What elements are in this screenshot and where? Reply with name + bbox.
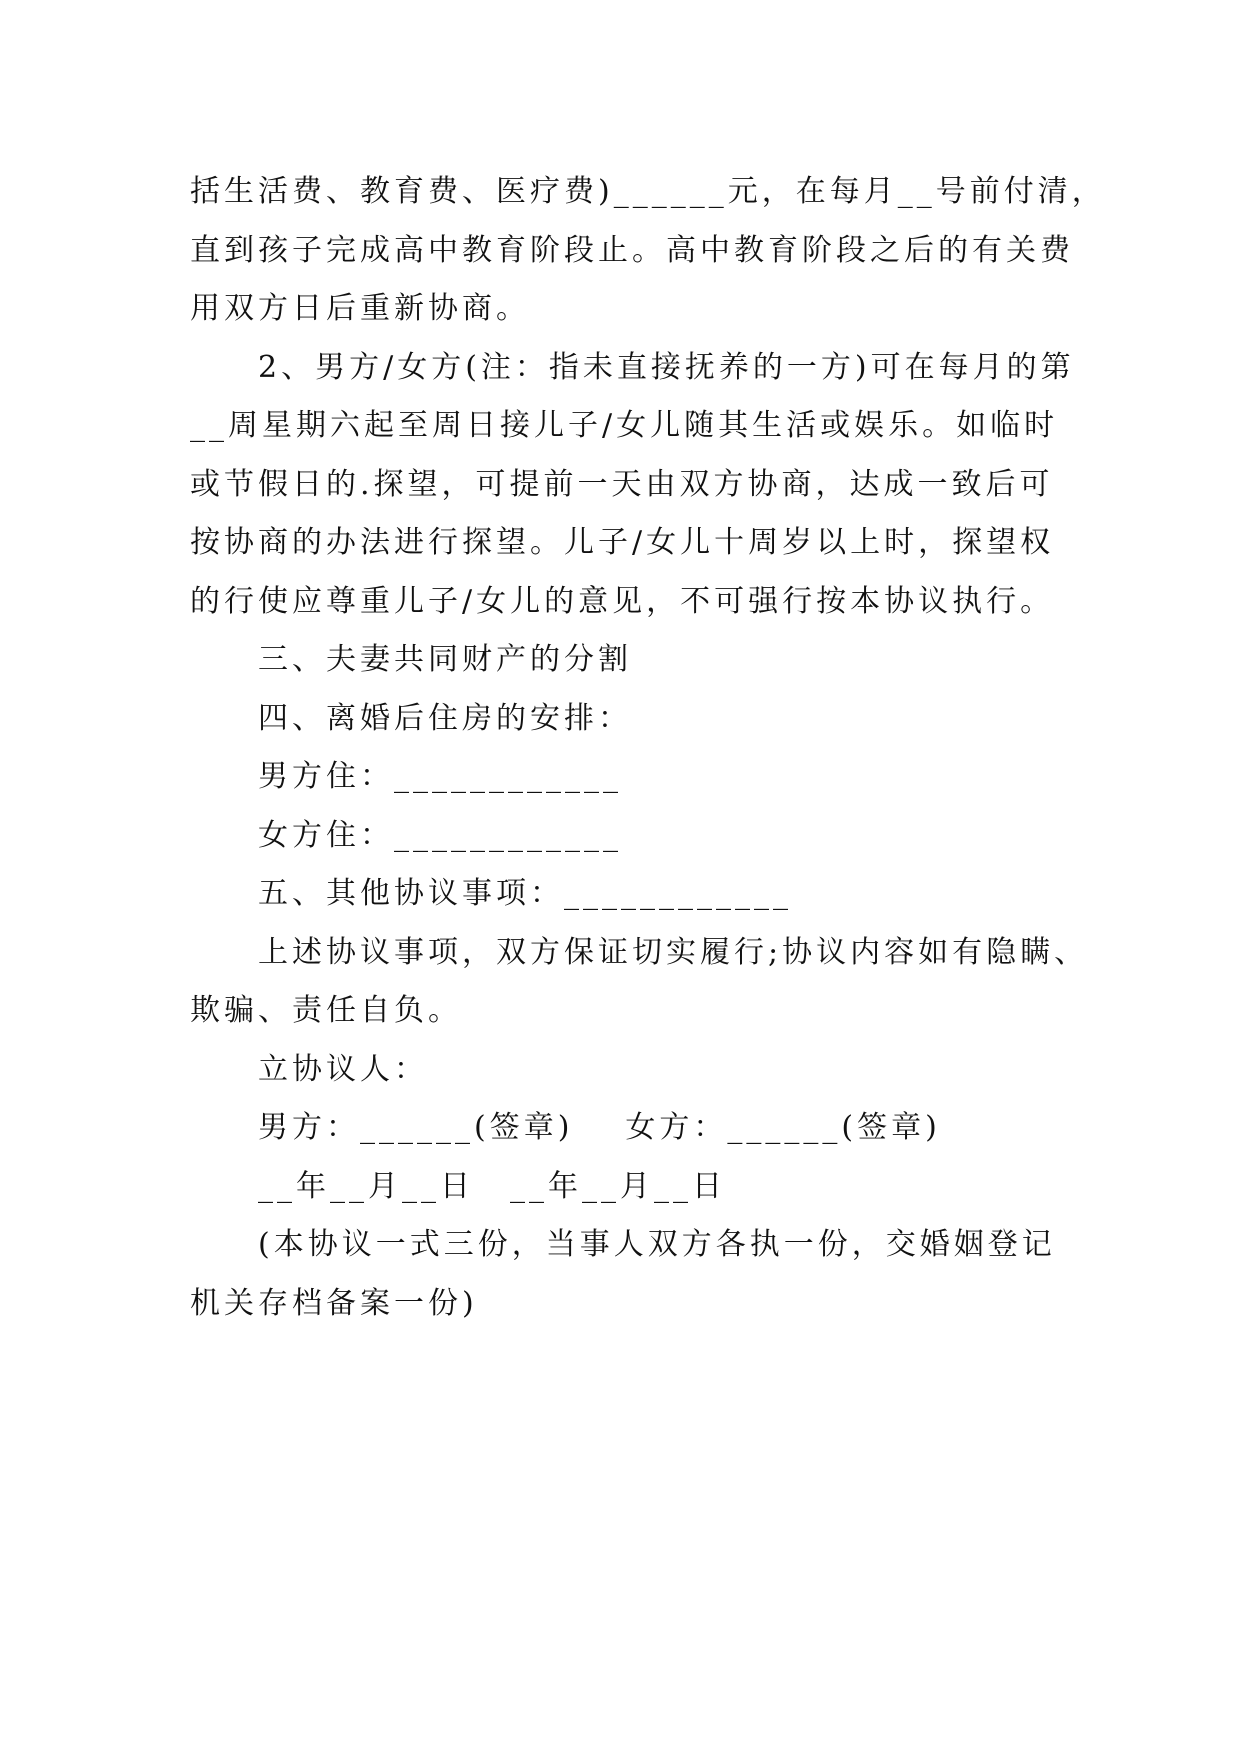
document-body	[190, 163, 1106, 1333]
note-line: (本协议一式三份，当事人双方各执一份，交婚姻登记	[258, 1227, 1056, 1262]
blank-field-line: 女方住：____________	[258, 817, 622, 853]
paragraph-line: 括生活费、教育费、医疗费)______元，在每月__号前付清，	[190, 174, 1106, 209]
paragraph-line: 或节假日的.探望，可提前一天由双方协商，达成一致后可	[190, 466, 1054, 502]
signature-row	[190, 1099, 1050, 1158]
section-heading: 四、离婚后住房的安排：	[258, 700, 632, 736]
signatory-label: 立协议人：	[258, 1051, 428, 1087]
paragraph-line: 欺骗、责任自负。	[190, 993, 462, 1028]
date-row	[190, 1158, 1050, 1217]
male-signature: 男方：______(签章)	[258, 1110, 574, 1145]
paragraph-line: __周星期六起至周日接儿子/女儿随其生活或娱乐。如临时	[190, 408, 1059, 443]
male-date: __年__月__日	[258, 1168, 474, 1204]
paragraph-line: 用双方日后重新协商。	[190, 291, 530, 326]
female-date: __年__月__日	[510, 1168, 726, 1204]
paragraph-line: 2、男方/女方(注：指未直接抚养的一方)可在每月的第	[258, 349, 1075, 385]
paragraph-line: 的行使应尊重儿子/女儿的意见，不可强行按本协议执行。	[190, 583, 1055, 619]
paragraph-line: 直到孩子完成高中教育阶段止。高中教育阶段之后的有关费	[190, 232, 1074, 268]
paragraph-line: 上述协议事项，双方保证切实履行;协议内容如有隐瞒、	[258, 934, 1089, 970]
paragraph-line: 按协商的办法进行探望。儿子/女儿十周岁以上时，探望权	[190, 525, 1055, 560]
note-line: 机关存档备案一份)	[190, 1285, 478, 1321]
section-heading: 五、其他协议事项：____________	[258, 876, 792, 911]
female-signature: 女方：______(签章)	[625, 1110, 941, 1145]
blank-field-line: 男方住：____________	[258, 759, 622, 794]
section-heading: 三、夫妻共同财产的分割	[258, 642, 632, 677]
